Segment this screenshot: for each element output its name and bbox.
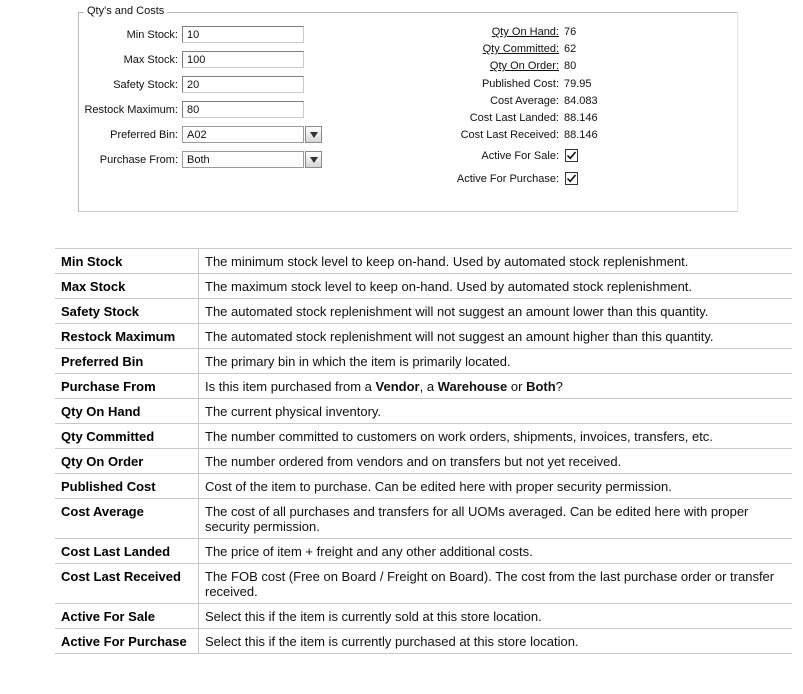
preferred-bin-label: Preferred Bin: <box>110 129 178 141</box>
safety-stock-label: Safety Stock: <box>113 79 178 91</box>
checkmark-icon <box>566 150 577 161</box>
purchase-from-label-row <box>60 152 178 169</box>
definition-cell: The current physical inventory. <box>199 399 793 424</box>
term-cell: Qty On Order <box>55 449 199 474</box>
qty-on-order-link[interactable]: Qty On Order: <box>489 60 559 72</box>
table-row <box>55 349 792 374</box>
table-row <box>55 424 792 449</box>
term-cell: Cost Average <box>55 499 199 539</box>
table-row <box>55 274 792 299</box>
term-cell: Cost Last Received <box>55 564 199 604</box>
qty-committed-link[interactable]: Qty Committed: <box>482 43 559 55</box>
max-stock-input[interactable]: 100 <box>182 51 304 68</box>
term-cell: Published Cost <box>55 474 199 499</box>
cost-last-landed-label: Cost Last Landed: <box>469 112 559 124</box>
purchase-from-label: Purchase From: <box>99 154 178 166</box>
definition-text: , a <box>419 379 438 394</box>
definition-cell: The number committed to customers on work orders, shipments, invoices, transfers, etc. <box>199 424 793 449</box>
chevron-down-icon <box>310 132 318 138</box>
purchase-from-select[interactable] <box>182 151 304 168</box>
safety-stock-label-row <box>60 77 178 94</box>
preferred-bin-select[interactable] <box>182 126 304 143</box>
definition-text: ? <box>555 379 563 394</box>
qty-on-hand-value: 76 <box>564 26 577 38</box>
purchase-from-value: Both <box>187 154 210 166</box>
table-row <box>55 564 792 604</box>
checkmark-icon <box>566 173 577 184</box>
definition-cell: The price of item + freight and any other additional costs. <box>199 539 793 564</box>
term-cell: Active For Sale <box>55 604 199 629</box>
keyword-both: Both <box>526 379 556 394</box>
definition-cell: Select this if the item is currently sold at this store location. <box>199 604 793 629</box>
definition-cell: The minimum stock level to keep on-hand. Used by automated stock replenishment. <box>199 249 793 274</box>
definition-text: or <box>507 379 527 394</box>
table-row <box>55 299 792 324</box>
table-row <box>55 324 792 349</box>
definition-cell: The automated stock replenishment will not suggest an amount higher than this quantity. <box>199 324 793 349</box>
table-row <box>55 249 792 274</box>
table-row <box>55 629 792 654</box>
definition-cell: Select this if the item is currently purchased at this store location. <box>199 629 793 654</box>
restock-maximum-label-row <box>60 102 178 119</box>
active-for-sale-checkbox[interactable] <box>565 149 578 162</box>
chevron-down-icon <box>310 157 318 163</box>
qty-on-hand-link[interactable]: Qty On Hand: <box>491 26 559 38</box>
min-stock-label: Min Stock: <box>126 29 178 41</box>
table-row <box>55 449 792 474</box>
definition-cell: The number ordered from vendors and on transfers but not yet received. <box>199 449 793 474</box>
restock-maximum-label: Restock Maximum: <box>84 104 178 116</box>
qty-committed-value: 62 <box>564 43 577 55</box>
keyword-warehouse: Warehouse <box>437 379 508 394</box>
keyword-vendor: Vendor <box>375 379 420 394</box>
active-for-purchase-checkbox[interactable] <box>565 172 578 185</box>
active-for-sale-label: Active For Sale: <box>481 150 559 162</box>
table-row <box>55 474 792 499</box>
table-row <box>55 604 792 629</box>
table-row <box>55 399 792 424</box>
preferred-bin-label-row <box>60 127 178 144</box>
safety-stock-input[interactable]: 20 <box>182 76 304 93</box>
restock-maximum-input[interactable]: 80 <box>182 101 304 118</box>
term-cell: Max Stock <box>55 274 199 299</box>
cost-last-landed-value: 88.146 <box>564 112 598 124</box>
cost-last-received-label: Cost Last Received: <box>460 129 559 141</box>
active-for-purchase-label: Active For Purchase: <box>456 173 559 185</box>
min-stock-label-row <box>60 27 178 44</box>
definition-cell: The maximum stock level to keep on-hand. Used by automated stock replenishment. <box>199 274 793 299</box>
definition-cell: The primary bin in which the item is primarily located. <box>199 349 793 374</box>
term-cell: Preferred Bin <box>55 349 199 374</box>
definition-cell: The automated stock replenishment will not suggest an amount lower than this quantity. <box>199 299 793 324</box>
term-cell: Active For Purchase <box>55 629 199 654</box>
term-cell: Qty Committed <box>55 424 199 449</box>
cost-last-received-value: 88.146 <box>564 129 598 141</box>
preferred-bin-value: A02 <box>187 129 207 141</box>
definition-cell <box>199 374 793 399</box>
field-description-table <box>55 248 792 654</box>
term-cell: Purchase From <box>55 374 199 399</box>
preferred-bin-dropdown-button[interactable] <box>305 126 322 143</box>
term-cell: Min Stock <box>55 249 199 274</box>
definition-cell: Cost of the item to purchase. Can be edited here with proper security permission. <box>199 474 793 499</box>
max-stock-label-row <box>60 52 178 69</box>
published-cost-label: Published Cost: <box>481 78 559 90</box>
qty-on-order-value: 80 <box>564 60 577 72</box>
definition-text: Is this item purchased from a <box>205 379 376 394</box>
purchase-from-dropdown-button[interactable] <box>305 151 322 168</box>
table-row <box>55 374 792 399</box>
term-cell: Cost Last Landed <box>55 539 199 564</box>
table-row <box>55 499 792 539</box>
definition-cell: The FOB cost (Free on Board / Freight on Board). The cost from the last purchase order or transfer received. <box>199 564 793 604</box>
cost-average-value: 84.083 <box>564 95 598 107</box>
min-stock-input[interactable]: 10 <box>182 26 304 43</box>
cost-average-label: Cost Average: <box>490 95 559 107</box>
term-cell: Qty On Hand <box>55 399 199 424</box>
definition-cell: The cost of all purchases and transfers for all UOMs averaged. Can be edited here with proper security permission. <box>199 499 793 539</box>
group-title: Qty's and Costs <box>84 5 167 17</box>
term-cell: Safety Stock <box>55 299 199 324</box>
table-row <box>55 539 792 564</box>
max-stock-label: Max Stock: <box>123 54 178 66</box>
term-cell: Restock Maximum <box>55 324 199 349</box>
published-cost-value: 79.95 <box>564 78 592 90</box>
